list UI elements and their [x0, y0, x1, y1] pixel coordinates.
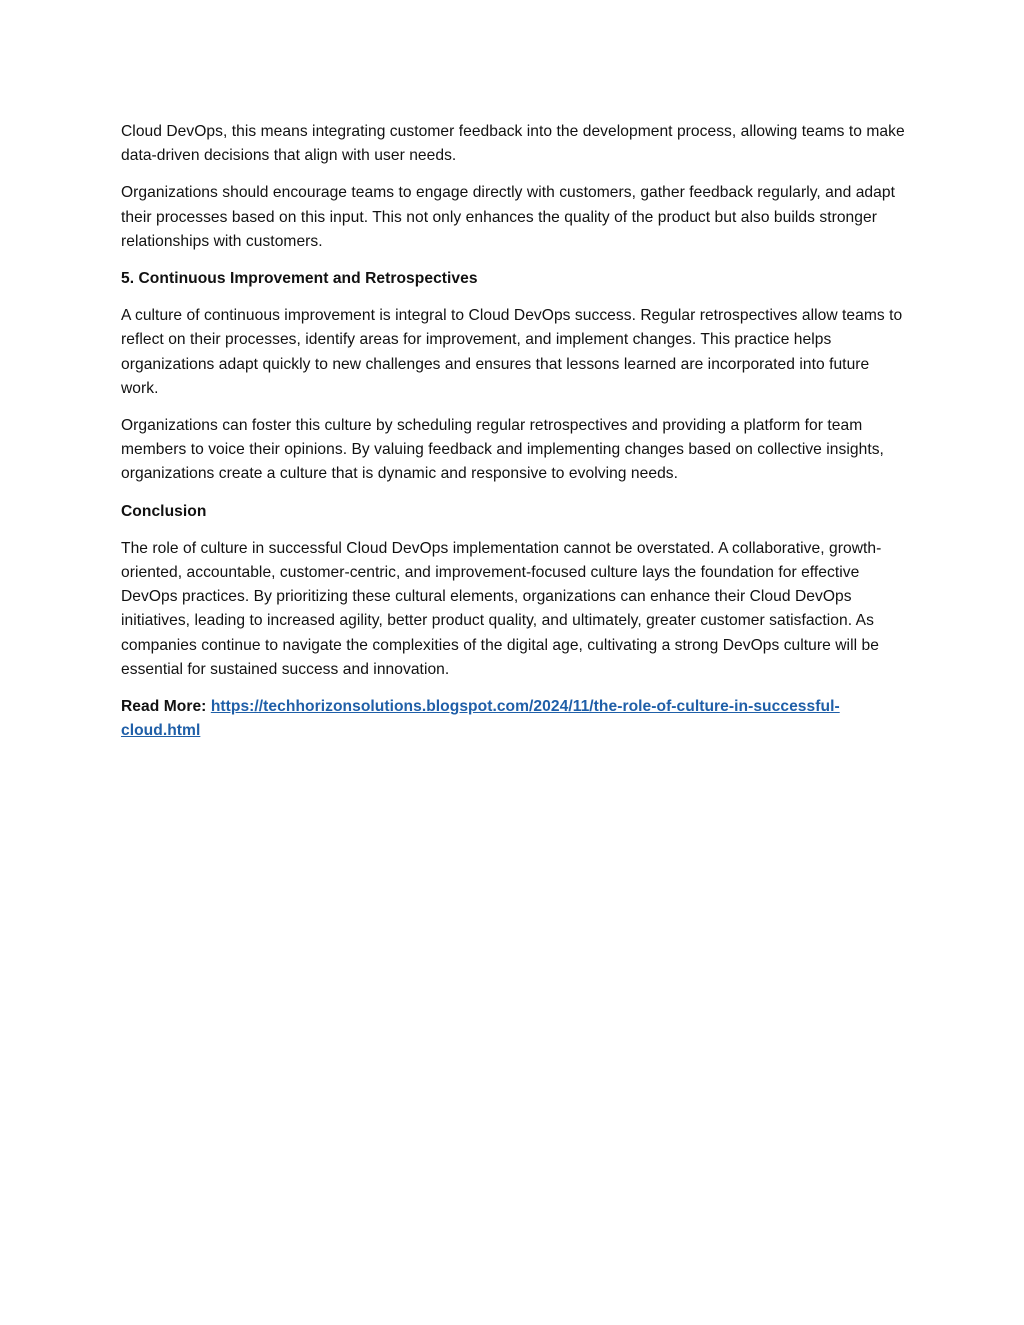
read-more-label: Read More: — [121, 698, 207, 716]
paragraph-retrospectives: Organizations can foster this culture by scheduling regular retrospectives and providing a platform for team members to voice their opinions. By valuing feedback and implementing changes based on collective insights, organizations create a culture that is dynamic and responsive to evolving needs. — [121, 417, 884, 483]
section-heading-conclusion: Conclusion — [121, 502, 207, 520]
read-more — [121, 695, 911, 743]
section-heading-continuous-improvement: 5. Continuous Improvement and Retrospectives — [121, 270, 478, 288]
paragraph-customer-feedback-intro: Cloud DevOps, this means integrating customer feedback into the development process, allowing teams to make data-driven decisions that align with user needs. — [121, 123, 905, 165]
read-more-link[interactable]: https://techhorizonsolutions.blogspot.com/2024/11/the-role-of-culture-in-successful-cloud.html — [121, 698, 840, 740]
paragraph-continuous-improvement: A culture of continuous improvement is integral to Cloud DevOps success. Regular retrospectives allow teams to reflect on their processes, identify areas for improvement, and implement changes. This practice helps organizations adapt quickly to new challenges and ensures that lessons learned are incorporated into future work. — [121, 307, 903, 397]
document-body — [121, 120, 911, 756]
paragraph-customer-engagement: Organizations should encourage teams to engage directly with customers, gather feedback regularly, and adapt their processes based on this input. This not only enhances the quality of the product but also builds stronger relationships with customers. — [121, 184, 895, 250]
paragraph-conclusion: The role of culture in successful Cloud DevOps implementation cannot be overstated. A collaborative, growth-oriented, accountable, customer-centric, and improvement-focused culture lays the foundation for effective DevOps practices. By prioritizing these cultural elements, organizations can enhance their Cloud DevOps initiatives, leading to increased agility, better product quality, and ultimately, greater customer satisfaction. As companies continue to navigate the complexities of the digital age, cultivating a strong DevOps culture will be essential for sustained success and innovation. — [121, 539, 882, 678]
